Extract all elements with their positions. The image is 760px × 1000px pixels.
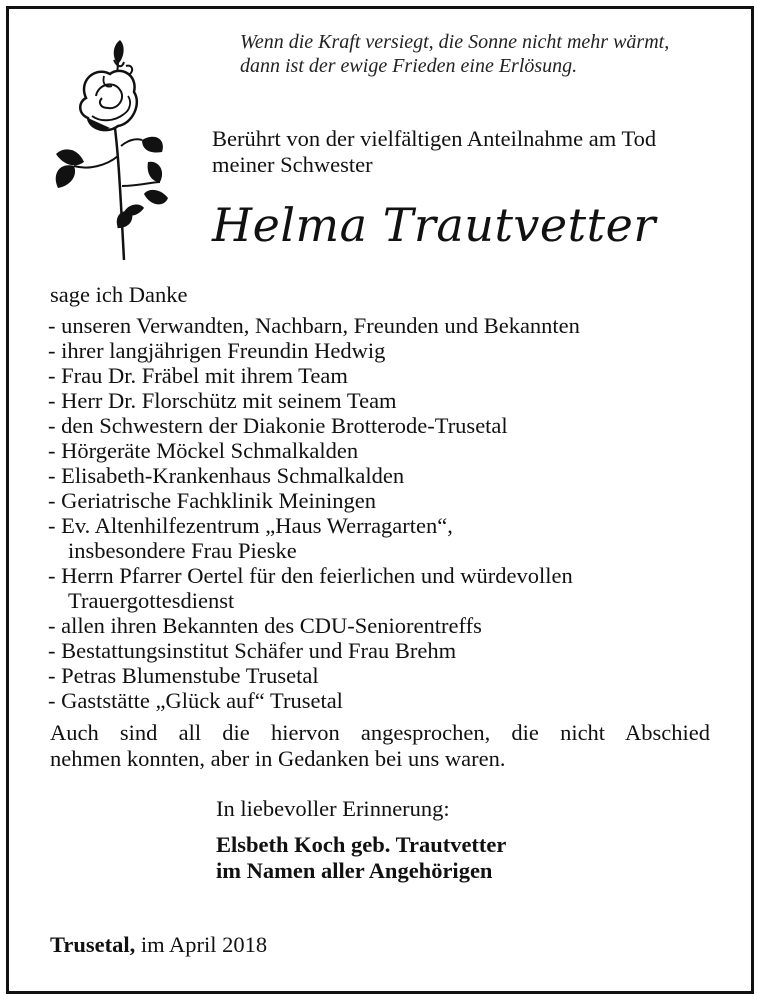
- list-item-continuation: Trauergottesdienst: [68, 588, 235, 613]
- list-item: - Geriatrische Fachklinik Meiningen: [48, 488, 377, 513]
- deceased-name: Helma Trautvetter: [212, 198, 656, 252]
- signers: [216, 832, 506, 884]
- signer-line-2: im Namen aller Angehörigen: [216, 858, 493, 883]
- thanks-intro: sage ich Danke: [50, 282, 188, 307]
- motto-line-1: Wenn die Kraft versiegt, die Sonne nicht mehr wärmt,: [240, 31, 670, 53]
- intro-line-2: meiner Schwester: [212, 152, 373, 177]
- motto: [240, 30, 740, 78]
- intro-text: [212, 126, 732, 178]
- list-item: - Frau Dr. Fräbel mit ihrem Team: [48, 363, 348, 388]
- list-item: - Elisabeth-Krankenhaus Schmalkalden: [48, 463, 405, 488]
- memory-line: In liebevoller Erinnerung:: [216, 796, 450, 821]
- list-item: - Petras Blumenstube Trusetal: [48, 663, 319, 688]
- closing-line-1: Auch sind all die hiervon angesprochen, die nicht Abschied: [50, 720, 710, 745]
- place-date: [50, 932, 267, 958]
- list-item: - ihrer langjährigen Freundin Hedwig: [48, 338, 386, 363]
- motto-line-2: dann ist der ewige Frieden eine Erlösung.: [240, 55, 578, 77]
- list-item: - den Schwestern der Diakonie Brotterode-Trusetal: [48, 413, 508, 438]
- signer-line-1: Elsbeth Koch geb. Trautvetter: [216, 832, 507, 857]
- date: im April 2018: [140, 932, 268, 957]
- list-item: - Ev. Altenhilfezentrum „Haus Werragarten“,: [48, 513, 453, 538]
- list-item: - Hörgeräte Möckel Schmalkalden: [48, 438, 359, 463]
- list-item-continuation: insbesondere Frau Pieske: [68, 538, 297, 563]
- closing-paragraph: [50, 720, 710, 772]
- intro-line-1: Berührt von der vielfältigen Anteilnahme am Tod: [212, 126, 657, 151]
- closing-line-2: nehmen konnten, aber in Gedanken bei uns waren.: [50, 746, 506, 771]
- place: Trusetal,: [50, 932, 136, 957]
- list-item: - Herrn Pfarrer Oertel für den feierlichen und würdevollen: [48, 563, 573, 588]
- list-item: - unseren Verwandten, Nachbarn, Freunden und Bekannten: [48, 313, 580, 338]
- rose-icon: [48, 36, 170, 262]
- thanks-list: [48, 313, 728, 713]
- list-item: - allen ihren Bekannten des CDU-Seniorentreffs: [48, 613, 482, 638]
- list-item: - Gaststätte „Glück auf“ Trusetal: [48, 688, 343, 713]
- list-item: - Bestattungsinstitut Schäfer und Frau Brehm: [48, 638, 457, 663]
- list-item: - Herr Dr. Florschütz mit seinem Team: [48, 388, 397, 413]
